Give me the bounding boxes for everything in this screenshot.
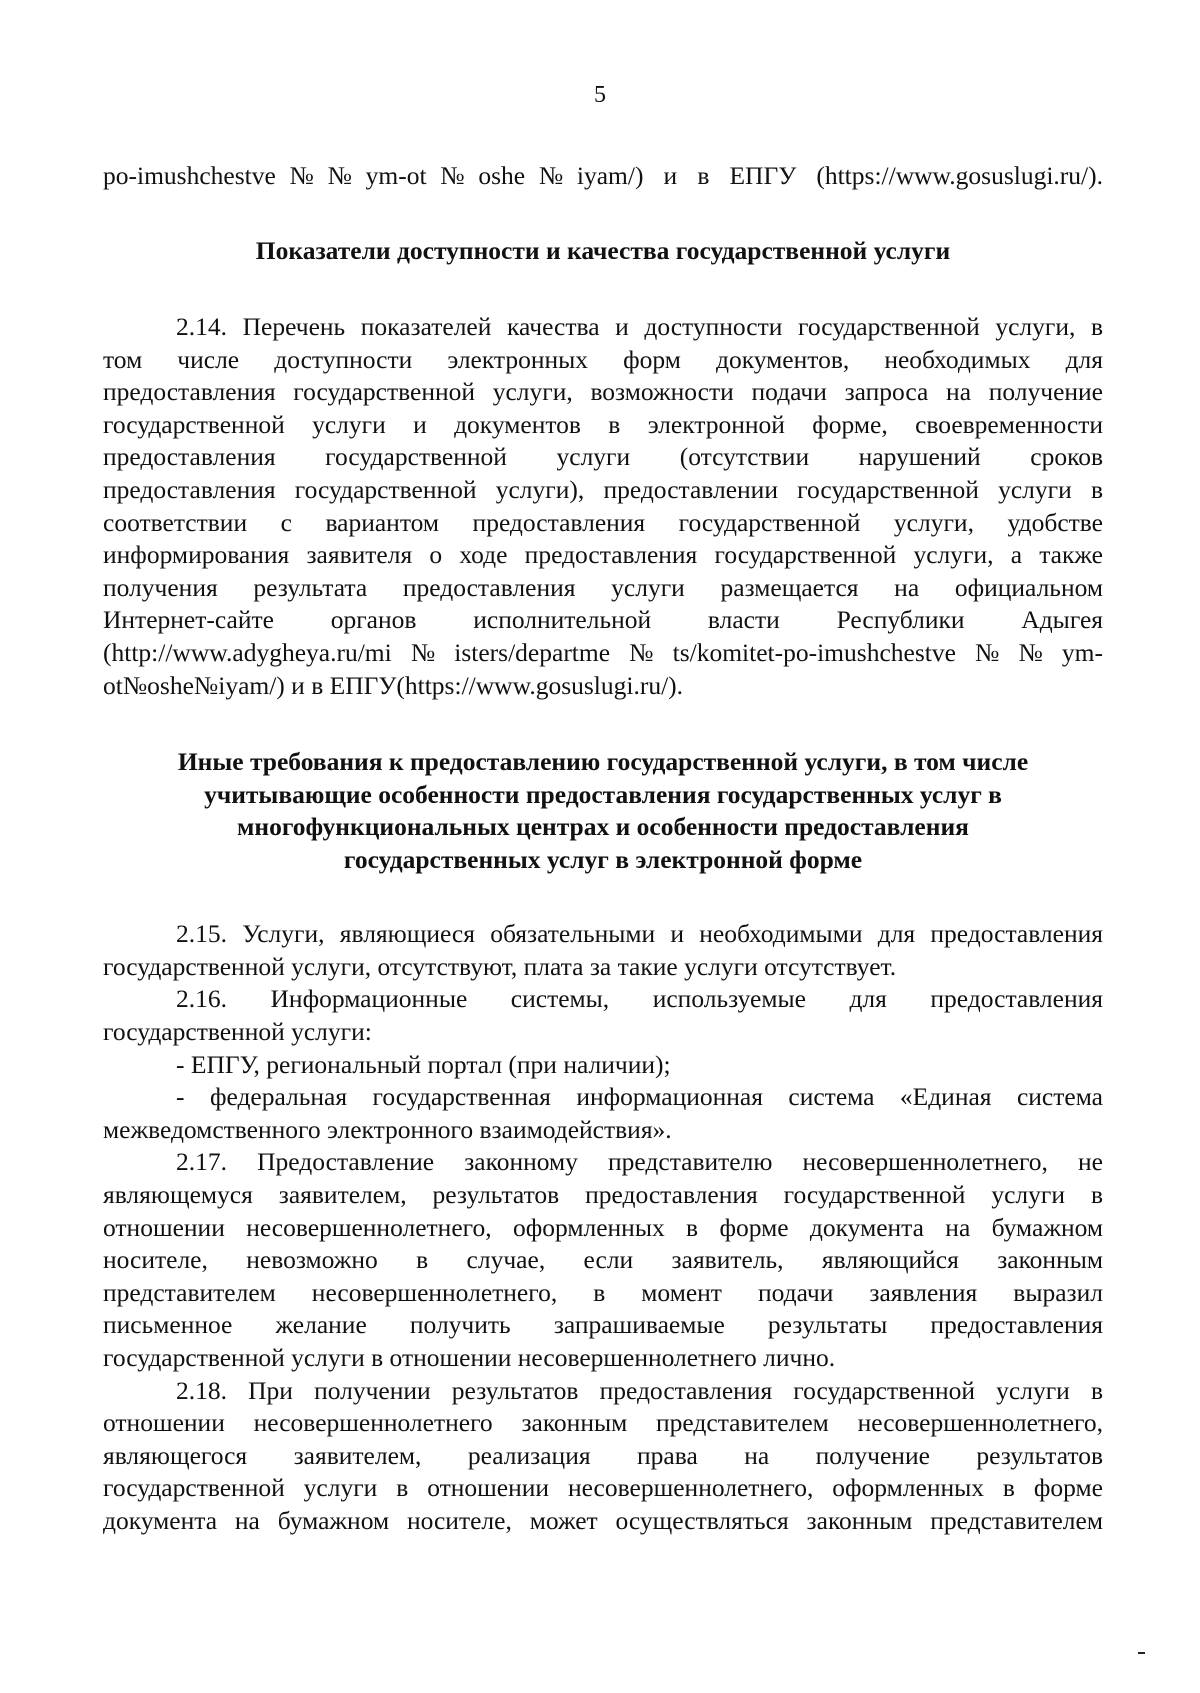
text-line: государственной услуги, отсутствуют, плата за такие услуги отсутствует. bbox=[103, 951, 897, 981]
text-line: ot№oshe№iyam/) и в ЕПГУ(https://www.gosuslugi.ru/). bbox=[103, 670, 684, 700]
text-line: государственной услуги в отношении несовершеннолетнего лично. bbox=[103, 1342, 836, 1372]
text-line: 2.14. Перечень показателей качества и доступности государственной услуги, в bbox=[176, 312, 1103, 342]
heading-line: Иные требования к предоставлению государственной услуги, в том числе bbox=[177, 747, 1029, 777]
text-line: - ЕПГУ, региональный портал (при наличии); bbox=[176, 1049, 671, 1079]
text-line: являющемуся заявителем, результатов предоставления государственной услуги в bbox=[103, 1179, 1103, 1209]
text-line: Интернет-сайте органов исполнительной власти Республики Адыгея bbox=[103, 605, 1103, 635]
text-line: 2.15. Услуги, являющиеся обязательными и необходимыми для предоставления bbox=[176, 919, 1103, 949]
text-line: представителем несовершеннолетнего, в момент подачи заявления выразил bbox=[103, 1277, 1103, 1307]
text-line: (http://www.adygheya.ru/mi№isters/departme№ts/komitet-po-imushchestve№№ym- bbox=[103, 638, 1103, 668]
text-line: po-imushchestve№№ym-ot№oshe№iyam/) и в ЕПГУ (https://www.gosuslugi.ru/). bbox=[103, 161, 1103, 190]
text-line: 2.16. Информационные системы, используемые для предоставления bbox=[176, 984, 1103, 1014]
scan-mark bbox=[1138, 1652, 1145, 1654]
text-line: межведомственного электронного взаимодействия». bbox=[103, 1114, 672, 1144]
heading-line: многофункциональных центрах и особенности предоставления bbox=[237, 812, 969, 842]
text-line: получения результата предоставления услуги размещается на официальном bbox=[103, 572, 1103, 602]
section-heading-other-requirements bbox=[103, 746, 1103, 876]
text-line: 2.17. Предоставление законному представителю несовершеннолетнего, не bbox=[176, 1147, 1103, 1177]
text-line: являющегося заявителем, реализация права на получение результатов bbox=[103, 1440, 1103, 1470]
heading-line: учитывающие особенности предоставления государственных услуг в bbox=[204, 779, 1002, 809]
text-line: отношении несовершеннолетнего, оформленных в форме документа на бумажном bbox=[103, 1212, 1103, 1242]
heading-line: государственных услуг в электронной форме bbox=[343, 844, 863, 874]
text-line: письменное желание получить запрашиваемые результаты предоставления bbox=[103, 1310, 1103, 1340]
text-line: носителе, невозможно в случае, если заявитель, являющийся законным bbox=[103, 1245, 1103, 1275]
text-line: документа на бумажном носителе, может осуществляться законным представителем bbox=[103, 1505, 1103, 1535]
document-body bbox=[103, 160, 1103, 1538]
paragraph-2-14 bbox=[103, 311, 1103, 702]
text-line: соответствии с вариантом предоставления государственной услуги, удобстве bbox=[103, 507, 1103, 537]
text-line: - федеральная государственная информационная система «Единая система bbox=[176, 1082, 1103, 1112]
text-line: предоставления государственной услуги), предоставлении государственной услуги в bbox=[103, 475, 1103, 505]
text-line: предоставления государственной услуги, возможности подачи запроса на получение bbox=[103, 377, 1103, 407]
section-heading-availability: Показатели доступности и качества государственной услуги bbox=[255, 235, 951, 265]
text-line: информирования заявителя о ходе предоставления государственной услуги, а также bbox=[103, 540, 1103, 570]
text-line: том числе доступности электронных форм документов, необходимых для bbox=[103, 344, 1103, 374]
text-line: государственной услуги и документов в электронной форме, своевременности bbox=[103, 409, 1103, 439]
text-line: государственной услуги в отношении несовершеннолетнего, оформленных в форме bbox=[103, 1473, 1103, 1503]
paragraphs-2-15-to-2-18 bbox=[103, 918, 1103, 1537]
text-line: отношении несовершеннолетнего законным представителем несовершеннолетнего, bbox=[103, 1408, 1103, 1438]
text-line: предоставления государственной услуги (отсутствии нарушений сроков bbox=[103, 442, 1103, 472]
text-line: 2.18. При получении результатов предоставления государственной услуги в bbox=[176, 1375, 1103, 1405]
page-number: 5 bbox=[594, 82, 606, 108]
text-line: государственной услуги: bbox=[103, 1017, 372, 1046]
